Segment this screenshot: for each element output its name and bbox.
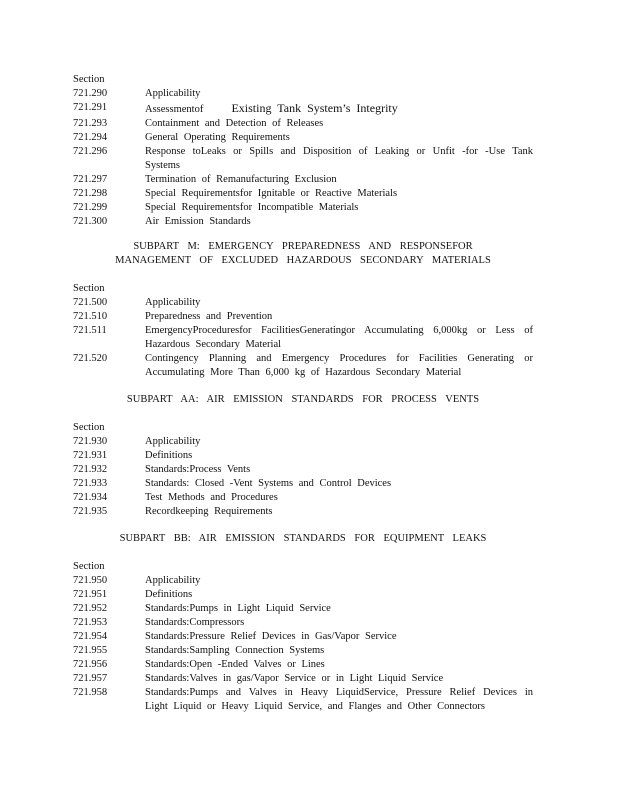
section-row (73, 491, 533, 505)
section-title: Response toLeaks or Spills and Disposition of Leaking or Unfit -for -Use Tank Systems (145, 146, 533, 171)
section-title: Containment and Detection of Releases (145, 118, 324, 129)
section-row (73, 215, 533, 229)
section-title: Applicability (145, 88, 201, 99)
section-title: Definitions (145, 450, 193, 461)
section-row (73, 101, 533, 117)
section-number: 721.511 (73, 325, 107, 336)
section-row (73, 187, 533, 201)
section-title: General Operating Requirements (145, 132, 290, 143)
section-row (73, 310, 533, 324)
section-title-prefix: Assessmentof (145, 104, 204, 115)
section-list-4 (73, 560, 533, 714)
section-number: 721.955 (73, 645, 108, 656)
section-label: Section (73, 561, 105, 572)
section-number: 721.954 (73, 631, 108, 642)
section-row (73, 435, 533, 449)
section-number: 721.932 (73, 464, 108, 475)
section-number: 721.520 (73, 353, 108, 364)
section-title: Standards:Pumps in Light Liquid Service (145, 603, 331, 614)
section-row (73, 616, 533, 630)
section-number: 721.297 (73, 174, 108, 185)
section-title: Air Emission Standards (145, 216, 251, 227)
subpart-m-heading-line-1: SUBPART M: EMERGENCY PREPAREDNESS AND RESPONSEFOR (133, 241, 473, 252)
section-number: 721.294 (73, 132, 108, 143)
section-row (73, 173, 533, 187)
section-number: 721.953 (73, 617, 108, 628)
section-row (73, 588, 533, 602)
section-row (73, 449, 533, 463)
section-number: 721.934 (73, 492, 108, 503)
section-row (73, 201, 533, 215)
section-label: Section (73, 74, 105, 85)
section-number: 721.291 (73, 102, 108, 113)
section-title: Standards:Compressors (145, 617, 245, 628)
section-list-3 (73, 421, 533, 519)
subpart-bb-heading: SUBPART BB: AIR EMISSION STANDARDS FOR EQUIPMENT LEAKS (119, 533, 487, 544)
section-title: Definitions (145, 589, 193, 600)
section-title: Standards:Sampling Connection Systems (145, 645, 325, 656)
section-title: Test Methods and Procedures (145, 492, 278, 503)
section-row (73, 352, 533, 380)
section-row (73, 686, 533, 714)
section-row (73, 602, 533, 616)
section-title: EmergencyProceduresfor FacilitiesGeneratingor Accumulating 6,000kg or Less of Hazardous Secondary Material (145, 325, 533, 350)
section-number: 721.290 (73, 88, 108, 99)
section-number: 721.300 (73, 216, 108, 227)
section-list-2 (73, 282, 533, 380)
section-row (73, 117, 533, 131)
section-title: Special Requirementsfor Incompatible Materials (145, 202, 359, 213)
section-title: Contingency Planning and Emergency Procedures for Facilities Generating or Accumulating More Than 6,000 kg of Hazardous Secondary Material (145, 353, 533, 378)
section-label: Section (73, 422, 105, 433)
section-row (73, 131, 533, 145)
section-title: Standards: Closed -Vent Systems and Control Devices (145, 478, 392, 489)
section-number: 721.299 (73, 202, 108, 213)
section-row (73, 505, 533, 519)
section-row (73, 463, 533, 477)
section-title (145, 101, 533, 117)
subpart-m-heading-line-2: MANAGEMENT OF EXCLUDED HAZARDOUS SECONDARY MATERIALS (115, 255, 491, 266)
section-title: Special Requirementsfor Ignitable or Reactive Materials (145, 188, 398, 199)
section-number: 721.958 (73, 687, 108, 698)
section-row (73, 145, 533, 173)
section-number: 721.298 (73, 188, 108, 199)
section-row (73, 672, 533, 686)
section-row (73, 658, 533, 672)
section-row (73, 296, 533, 310)
section-row (73, 477, 533, 491)
section-number: 721.296 (73, 146, 108, 157)
section-number: 721.930 (73, 436, 108, 447)
section-number: 721.933 (73, 478, 108, 489)
section-title: Applicability (145, 436, 201, 447)
section-row (73, 644, 533, 658)
section-number: 721.293 (73, 118, 108, 129)
section-number: 721.956 (73, 659, 108, 670)
section-row (73, 574, 533, 588)
section-number: 721.931 (73, 450, 108, 461)
section-title: Recordkeeping Requirements (145, 506, 273, 517)
section-number: 721.951 (73, 589, 108, 600)
section-title: Standards:Pumps and Valves in Heavy LiquidService, Pressure Relief Devices in Light Liquid or Heavy Liquid Service, and Flanges and Other Connectors (145, 687, 533, 712)
section-number: 721.935 (73, 506, 108, 517)
section-title: Standards:Pressure Relief Devices in Gas/Vapor Service (145, 631, 397, 642)
subpart-aa-heading: SUBPART AA: AIR EMISSION STANDARDS FOR PROCESS VENTS (126, 394, 480, 405)
section-label: Section (73, 283, 105, 294)
section-number: 721.950 (73, 575, 108, 586)
section-number: 721.952 (73, 603, 108, 614)
section-row (73, 87, 533, 101)
section-title: Applicability (145, 575, 201, 586)
section-title-suffix: Existing Tank System’s Integrity (231, 101, 398, 115)
section-title: Preparedness and Prevention (145, 311, 273, 322)
section-title: Standards:Valves in gas/Vapor Service or in Light Liquid Service (145, 673, 444, 684)
section-title: Standards:Open -Ended Valves or Lines (145, 659, 325, 670)
section-row (73, 324, 533, 352)
section-number: 721.510 (73, 311, 108, 322)
section-number: 721.957 (73, 673, 108, 684)
section-list-1 (73, 73, 533, 229)
section-row (73, 630, 533, 644)
section-title: Applicability (145, 297, 201, 308)
section-title: Termination of Remanufacturing Exclusion (145, 174, 337, 185)
section-number: 721.500 (73, 297, 108, 308)
section-title: Standards:Process Vents (145, 464, 251, 475)
